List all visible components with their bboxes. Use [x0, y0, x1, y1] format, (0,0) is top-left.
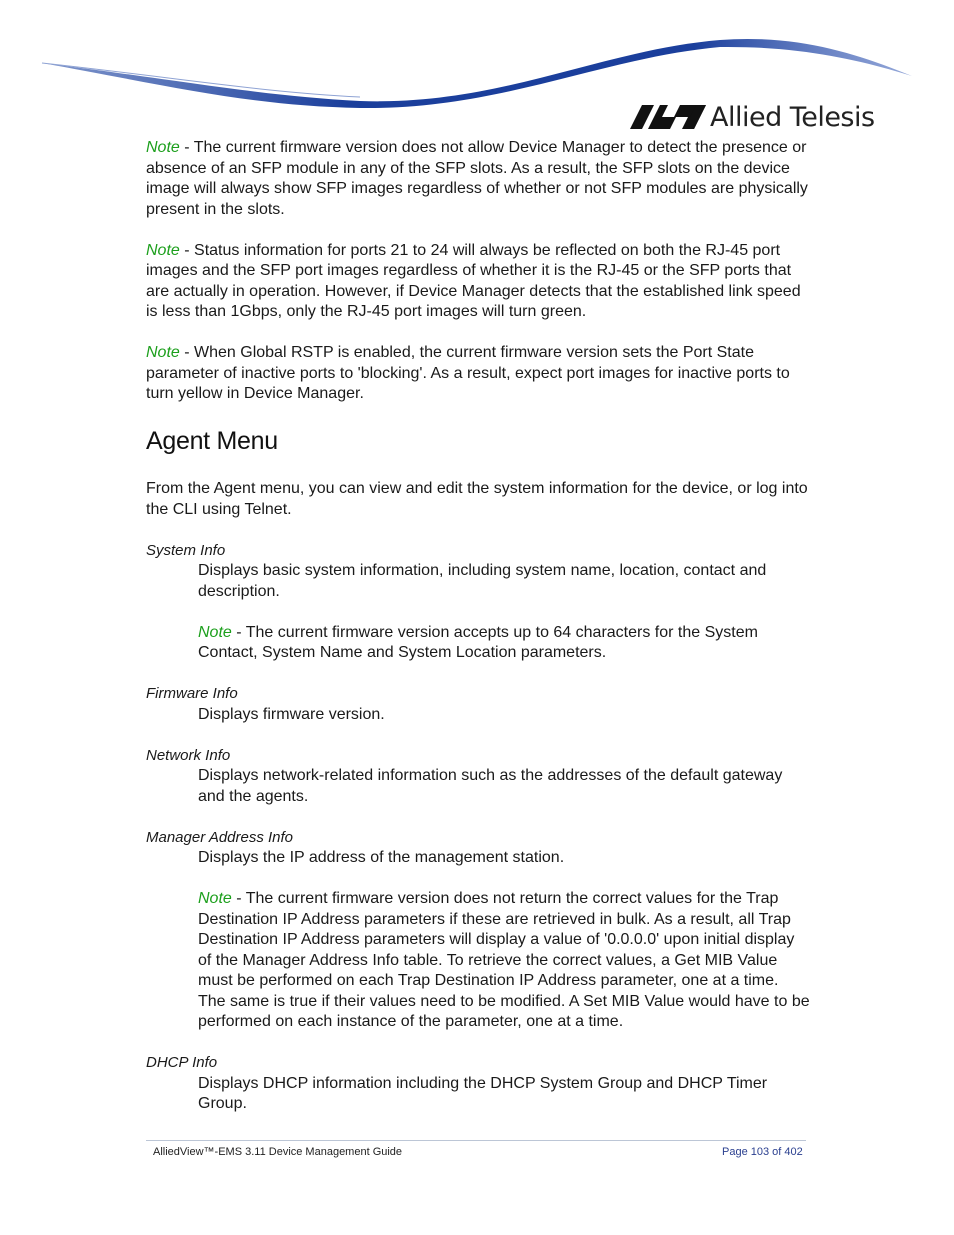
logo-text: Allied Telesis: [710, 102, 875, 133]
section-intro: From the Agent menu, you can view and edit the system information for the device, or log into the CLI using Telnet.: [146, 480, 808, 518]
definition-desc: Displays firmware version.: [198, 705, 385, 723]
definition-term: Manager Address Info: [146, 828, 294, 846]
note-text: - The current firmware version does not return the correct values for the Trap Destination IP Address parameters if these are retrieved in bulk. As a result, all Trap Destination IP Address parameters will display a value of '0.0.0.0' upon initial display of the Manager Address Info table. To retrieve the correct values, a Get MIB Value must be performed on each Trap Destination IP Address parameter, one at a time. The same is true if their values need to be modified. A Set MIB Value would have to be performed on each instance of the parameter, one at a time.: [198, 890, 810, 1030]
note-text: - Status information for ports 21 to 24 will always be reflected on both the RJ-45 port images and the SFP port images regardless of whether it is the RJ-45 or the SFP ports that are actually in operation. However, if Device Manager detects that the established link speed is less than 1Gbps, only the RJ-45 port images will turn green.: [146, 241, 801, 320]
note-paragraph: [198, 623, 810, 664]
note-label: Note: [198, 623, 232, 641]
definition-term: System Info: [146, 541, 226, 559]
definition-desc: Displays DHCP information including the DHCP System Group and DHCP Timer Group.: [198, 1074, 768, 1112]
definition-item-system-info: [146, 541, 810, 664]
definition-item-dhcp-info: [146, 1053, 810, 1115]
note-label: Note: [198, 890, 232, 907]
footer-page-number: Page 103 of 402: [722, 1146, 803, 1158]
note-label: Note: [146, 241, 180, 259]
note-label: Note: [146, 139, 180, 156]
definition-item-network-info: [146, 746, 810, 808]
footer-doc-title: AlliedView™-EMS 3.11 Device Management Guide: [153, 1146, 403, 1158]
definition-item-manager-address-info: [146, 828, 810, 1033]
note-paragraph: [146, 241, 810, 323]
definition-item-firmware-info: [146, 684, 810, 725]
footer-divider: [146, 1140, 806, 1141]
note-text: - The current firmware version does not allow Device Manager to detect the presence or absence of an SFP module in any of the SFP slots. As a result, the SFP slots on the device image will always show SFP images regardless of whether or not SFP modules are physically present in the slots.: [146, 139, 808, 218]
section-heading: Agent Menu: [146, 427, 278, 455]
definition-desc: Displays the IP address of the management station.: [198, 849, 565, 866]
note-text: - When Global RSTP is enabled, the current firmware version sets the Port State parameter of inactive ports to 'blocking'. As a result, expect port images for inactive ports to turn yellow in Device Manager.: [146, 344, 790, 402]
allied-telesis-logo: [630, 102, 875, 134]
note-paragraph: [146, 343, 810, 405]
note-paragraph: [198, 889, 810, 1033]
definition-desc: Displays network-related information such as the addresses of the default gateway and the agents.: [198, 767, 783, 805]
allied-telesis-logo-icon: [630, 105, 706, 129]
page-content: [146, 138, 810, 1135]
definition-term: Network Info: [146, 746, 231, 764]
definition-term: DHCP Info: [146, 1054, 218, 1071]
definition-desc: Displays basic system information, including system name, location, contact and description.: [198, 562, 767, 600]
note-text: - The current firmware version accepts up to 64 characters for the System Contact, System Name and System Location parameters.: [198, 623, 758, 661]
definition-term: Firmware Info: [146, 685, 238, 702]
note-label: Note: [146, 344, 180, 361]
note-paragraph: [146, 138, 810, 220]
